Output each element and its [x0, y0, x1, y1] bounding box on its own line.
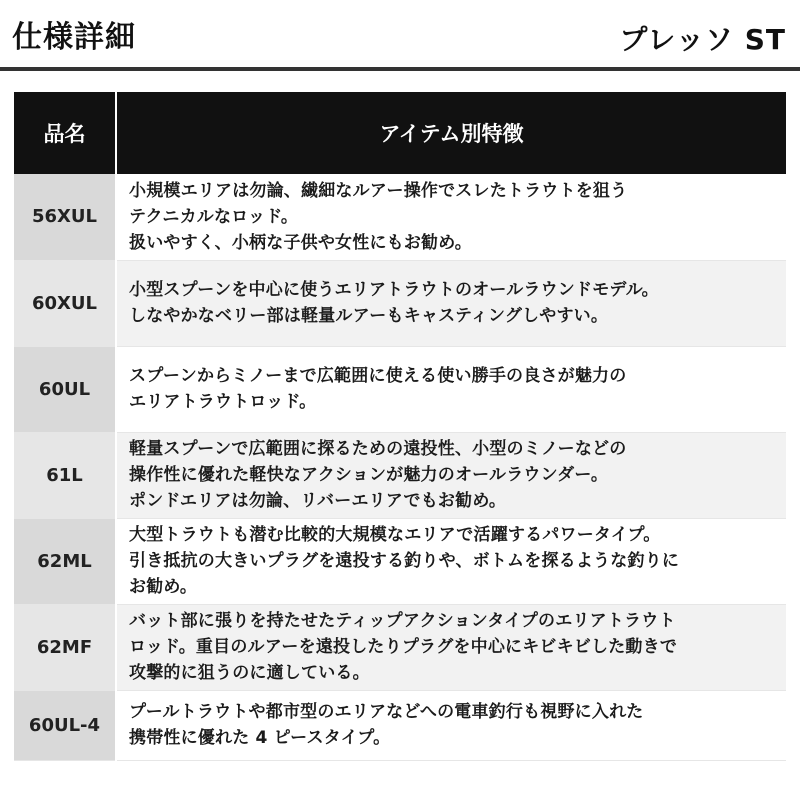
- table-row: [14, 174, 786, 260]
- item-name: 62MF: [14, 604, 116, 690]
- product-name: プレッソ ST: [619, 23, 786, 56]
- item-description: 軽量スプーンで広範囲に探るための遠投性、小型のミノーなどの 操作性に優れた軽快なアクションが魅力のオールラウンダー。 ポンドエリアは勿論、リバーエリアでもお勧め。: [116, 432, 786, 518]
- table-header: [14, 92, 786, 174]
- header-divider: [0, 67, 800, 71]
- table-body: [14, 174, 786, 760]
- item-name: 60XUL: [14, 260, 116, 346]
- table-row: [14, 346, 786, 432]
- item-name: 62ML: [14, 518, 116, 604]
- page-title: 仕様詳細: [12, 20, 136, 55]
- header-row: [14, 92, 786, 174]
- item-description: 大型トラウトも潜む比較的大規模なエリアで活躍するパワータイプ。 引き抵抗の大きいプラグを遠投する釣りや、ボトムを探るような釣りに お勧め。: [116, 518, 786, 604]
- item-name: 56XUL: [14, 174, 116, 260]
- item-description: 小規模エリアは勿論、繊細なルアー操作でスレたトラウトを狙う テクニカルなロッド。 扱いやすく、小柄な子供や女性にもお勧め。: [116, 174, 786, 260]
- item-description: 小型スプーンを中心に使うエリアトラウトのオールラウンドモデル。 しなやかなベリー部は軽量ルアーもキャスティングしやすい。: [116, 260, 786, 346]
- table-row: [14, 260, 786, 346]
- spec-table: [14, 92, 786, 761]
- table-row: [14, 604, 786, 690]
- table-row: [14, 518, 786, 604]
- item-name: 60UL: [14, 346, 116, 432]
- item-name: 60UL-4: [14, 690, 116, 760]
- column-header-features: アイテム別特徴: [116, 92, 786, 174]
- table-row: [14, 690, 786, 760]
- item-description: プールトラウトや都市型のエリアなどへの電車釣行も視野に入れた 携帯性に優れた 4 ピースタイプ。: [116, 690, 786, 760]
- table-row: [14, 432, 786, 518]
- item-description: バット部に張りを持たせたティップアクションタイプのエリアトラウト ロッド。重目のルアーを遠投したりプラグを中心にキビキビした動きで 攻撃的に狙うのに適している。: [116, 604, 786, 690]
- item-name: 61L: [14, 432, 116, 518]
- column-header-name: 品名: [14, 92, 116, 174]
- page-header: [0, 0, 800, 70]
- item-description: スプーンからミノーまで広範囲に使える使い勝手の良さが魅力の エリアトラウトロッド。: [116, 346, 786, 432]
